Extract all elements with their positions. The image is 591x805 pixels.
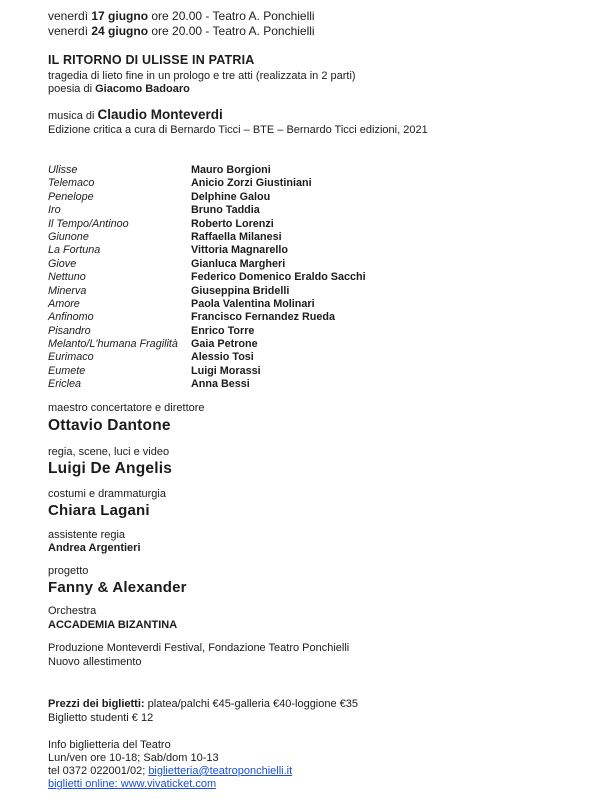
orchestra-name: ACCADEMIA BIZANTINA (48, 619, 178, 631)
cast-row (48, 204, 548, 217)
cast-role: Giove (48, 257, 77, 270)
production-line-2: Nuovo allestimento (48, 656, 142, 668)
cast-row (48, 325, 548, 338)
info-online-line (48, 778, 216, 791)
cast-row (48, 258, 548, 271)
cast-performer: Luigi Morassi (191, 364, 261, 377)
opera-subtitle: tragedia di lieto fine in un prologo e tre atti (realizzata in 2 parti) (48, 70, 356, 82)
cast-role: Penelope (48, 190, 94, 203)
cast-role: Melanto/L'humana Fragilità (48, 338, 178, 351)
email-link[interactable]: biglietteria@teatroponchielli.it (148, 765, 293, 777)
cast-performer: Vittoria Magnarello (191, 244, 288, 257)
cast-row (48, 311, 548, 324)
cast-row (48, 164, 548, 177)
online-tickets-link[interactable]: biglietti online: www.vivaticket.com (48, 778, 217, 790)
student-price: Biglietto studenti € 12 (48, 712, 154, 724)
cast-performer: Raffaella Milanesi (191, 230, 282, 243)
conductor-name: Ottavio Dantone (48, 417, 171, 434)
cast-row (48, 231, 548, 244)
cast-role: Telemaco (48, 177, 95, 190)
cast-role: Amore (48, 297, 80, 310)
cast-role: Il Tempo/Antinoo (48, 217, 129, 230)
cast-performer: Anna Bessi (191, 378, 250, 391)
cast-row (48, 271, 548, 284)
cast-row (48, 365, 548, 378)
cast-list (48, 164, 548, 392)
cast-performer: Bruno Taddia (191, 204, 260, 217)
costumes-name: Chiara Lagani (48, 502, 150, 519)
cast-performer: Francisco Fernandez Rueda (191, 311, 335, 324)
opera-title: IL RITORNO DI ULISSE IN PATRIA (48, 53, 255, 67)
cast-role: Ericlea (48, 378, 82, 391)
cast-performer: Delphine Galou (191, 190, 271, 203)
cast-role: Iro (48, 204, 61, 217)
cast-performer: Paola Valentina Molinari (191, 297, 315, 310)
cast-role: Nettuno (48, 271, 86, 284)
direction-label: regia, scene, luci e video (48, 446, 170, 458)
costumes-label: costumi e drammaturgia (48, 488, 166, 500)
prices-line: Prezzi dei biglietti: platea/palchi €45-galleria €40-loggione €35 (48, 698, 359, 710)
direction-name: Luigi De Angelis (48, 460, 173, 477)
cast-row (48, 244, 548, 257)
cast-performer: Giuseppina Bridelli (191, 284, 290, 297)
assistant-name: Andrea Argentieri (48, 542, 141, 554)
conductor-label: maestro concertatore e direttore (48, 402, 205, 414)
orchestra-label: Orchestra (48, 605, 97, 617)
cast-role: La Fortuna (48, 244, 101, 257)
cast-role: Minerva (48, 284, 87, 297)
project-label: progetto (48, 565, 89, 577)
cast-performer: Enrico Torre (191, 324, 255, 337)
cast-row (48, 298, 548, 311)
cast-row (48, 378, 548, 391)
cast-performer: Mauro Borgioni (191, 164, 271, 176)
cast-performer: Federico Domenico Eraldo Sacchi (191, 271, 366, 284)
cast-role: Pisandro (48, 324, 91, 337)
production-line-1: Produzione Monteverdi Festival, Fondazione Teatro Ponchielli (48, 642, 350, 654)
cast-row (48, 285, 548, 298)
edition-credit: Edizione critica a cura di Bernardo Ticci – BTE – Bernardo Ticci edizioni, 2021 (48, 124, 428, 136)
info-tel-line: tel 0372 022001/02; biglietteria@teatroponchielli.it (48, 765, 293, 777)
date-line-1: venerdì 17 giugno ore 20.00 - Teatro A. Ponchielli (48, 9, 315, 23)
project-name: Fanny & Alexander (48, 579, 187, 596)
cast-role: Eurimaco (48, 351, 94, 364)
cast-row (48, 177, 548, 190)
assistant-label: assistente regia (48, 529, 126, 541)
cast-row (48, 191, 548, 204)
cast-row (48, 351, 548, 364)
cast-role: Eumete (48, 364, 86, 377)
info-line-1: Info biglietteria del Teatro (48, 739, 171, 751)
cast-performer: Gianluca Margheri (191, 257, 286, 270)
date-line-2: venerdì 24 giugno ore 20.00 - Teatro A. Ponchielli (48, 24, 315, 38)
cast-row (48, 338, 548, 351)
cast-row (48, 218, 548, 231)
poetry-credit: poesia di Giacomo Badoaro (48, 83, 190, 95)
cast-role: Anfinomo (48, 311, 94, 324)
cast-role: Ulisse (48, 164, 78, 176)
cast-role: Giunone (48, 230, 89, 243)
cast-performer: Gaia Petrone (191, 338, 258, 351)
cast-performer: Roberto Lorenzi (191, 217, 274, 230)
cast-performer: Anicio Zorzi Giustiniani (191, 177, 312, 190)
cast-performer: Alessio Tosi (191, 351, 254, 364)
music-credit: musica di Claudio Monteverdi (48, 107, 223, 122)
info-line-2: Lun/ven ore 10-18; Sab/dom 10-13 (48, 752, 219, 764)
